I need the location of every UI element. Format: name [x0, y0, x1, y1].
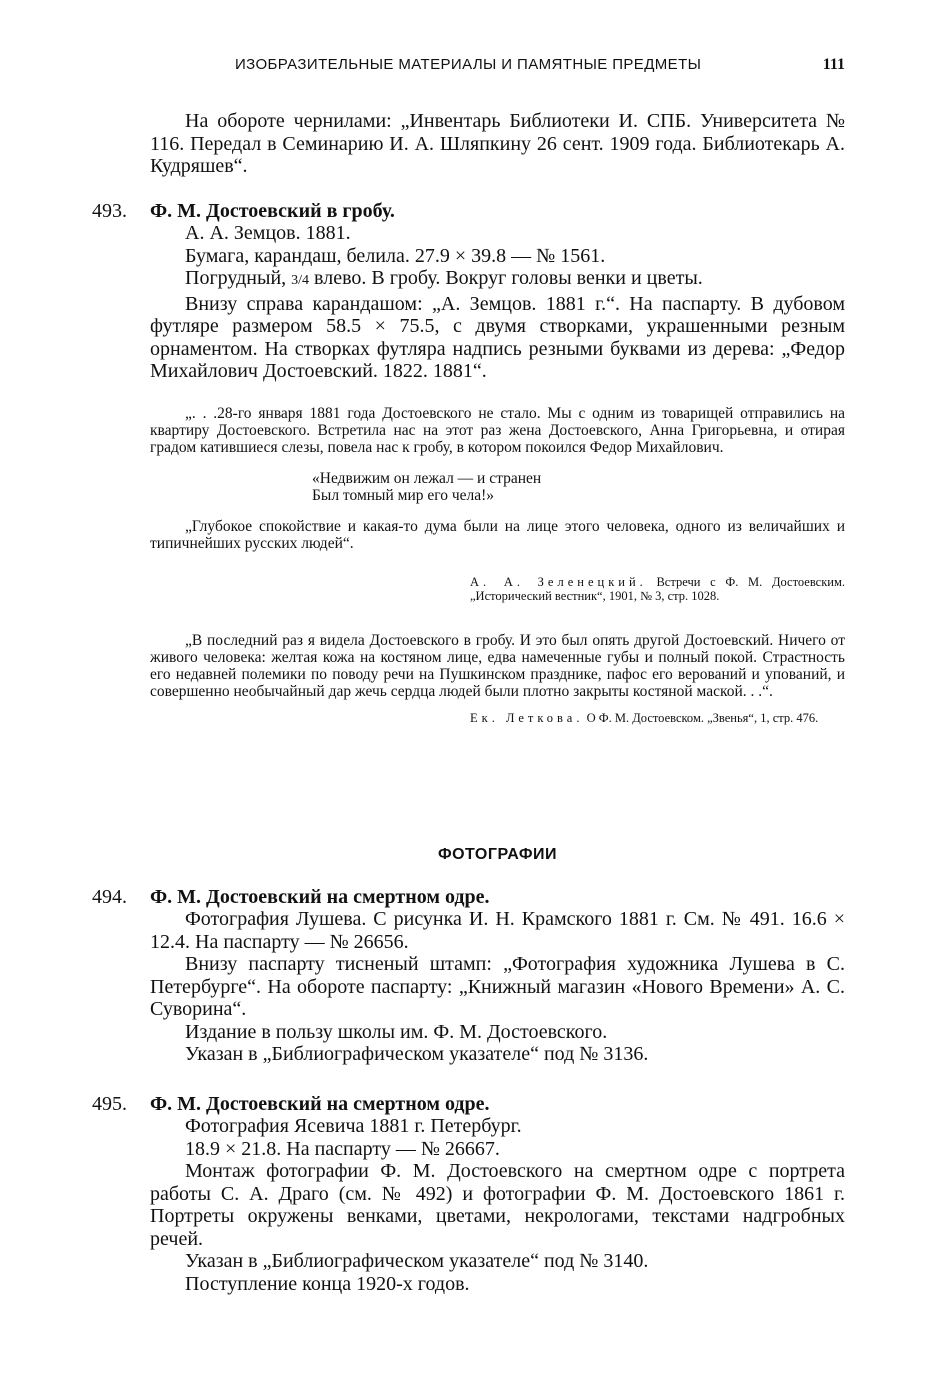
entry-number: 495. — [92, 1093, 127, 1115]
description-end: влево. В гробу. Вокруг головы венки и цветы. — [309, 267, 703, 289]
citation-2-rest: О Ф. М. Достоевском. „Звенья“, 1, стр. 476. — [586, 711, 819, 725]
citation-2 — [470, 712, 845, 726]
entry-line-4: Указан в „Библиографическом указателе“ под № 3140. — [185, 1250, 649, 1272]
entry-note: Внизу справа карандашом: „А. Земцов. 1881 г.“. На паспарту. В дубовом футляре размером 58.5 × 75.5, с двумя створками, украшенными резным орнаментом. На створках футляра надпись резными буквами из дерева: „Федор Михайлович Достоевский. 1822. 1881“. — [150, 292, 845, 382]
entry-line-4: Указан в „Библиографическом указателе“ под № 3136. — [185, 1043, 649, 1065]
intro-block — [150, 110, 845, 178]
entry-line-1: Фотография Лушева. С рисунка И. Н. Крамского 1881 г. См. № 491. 16.6 × 12.4. На паспарту — № 26656. — [150, 908, 845, 953]
entry-description — [150, 267, 845, 293]
entry-line-1: Фотография Ясевича 1881 г. Петербург. — [185, 1115, 522, 1137]
citation-2-author: Ек. Леткова. — [470, 711, 584, 725]
entry-494 — [92, 886, 845, 1066]
entry-line-5: Поступление конца 1920-х годов. — [185, 1272, 470, 1295]
citation-1 — [470, 576, 845, 603]
citation-1-rest: Встречи с Ф. М. Достоевским. „Исторический вестник“, 1901, № 3, стр. 1028. — [470, 575, 846, 603]
fraction: 3/4 — [291, 273, 310, 288]
quote-2: „Глубокое спокойствие и какая-то дума были на лице этого человека, одного из величайших и типичнейших русских людей“. — [150, 517, 845, 552]
entry-493 — [92, 200, 846, 738]
description-start: Погрудный, — [185, 267, 292, 289]
entry-line-2: 18.9 × 21.8. На паспарту — № 26667. — [185, 1137, 500, 1160]
entry-title: Ф. М. Достоевский в гробу. — [150, 200, 395, 222]
running-title: ИЗОБРАЗИТЕЛЬНЫЕ МАТЕРИАЛЫ И ПАМЯТНЫЕ ПРЕДМЕТЫ — [235, 56, 702, 73]
quote-1: „. . .28-го января 1881 года Достоевского не стало. Мы с одним из товарищей отправились на квартиру Достоевского. Встретила нас на этот раз жена Достоевского, Анна Григорьевна, и отирая градом катившиеся слезы, повела нас к гробу, в котором покоился Федор Михайлович. — [150, 404, 845, 456]
verse-line-1: «Недвижим он лежал — и странен — [312, 469, 542, 487]
entry-title: Ф. М. Достоевский на смертном одре. — [150, 886, 490, 908]
entry-materials: Бумага, карандаш, белила. 27.9 × 39.8 — № 1561. — [185, 244, 606, 267]
citation-1-author: А. А. Зеленецкий. — [470, 575, 647, 589]
entry-line-2: Внизу паспарту тисненый штамп: „Фотография художника Лушева в С. Петербурге“. На обороте паспарту: „Книжный магазин «Нового Времени» А. С. Суворина“. — [150, 953, 845, 1020]
entry-number: 494. — [92, 886, 127, 908]
verse-line-2: Был томный мир его чела!» — [312, 486, 495, 504]
entry-line-3: Монтаж фотографии Ф. М. Достоевского на смертном одре с портрета работы С. А. Драго (см. № 492) и фотографии Ф. М. Достоевского 1861 г. Портреты окружены венками, цветами, некрологами, текстами надгробных речей. — [150, 1160, 845, 1250]
quote-3: „В последний раз я видела Достоевского в гробу. И это был опять другой Достоевский. Ничего от живого человека: желтая кожа на костяном лице, едва намеченные губы и полный покой. Страстность его недавней полемики по поводу речи на Пушкинском празднике, пафос его верований и упований, и совершенно необычайный дар жечь сердца людей были плотно закрыты костяной маской. . .“. — [150, 631, 845, 700]
entry-495 — [92, 1093, 845, 1295]
entry-line-3: Издание в пользу школы им. Ф. М. Достоевского. — [185, 1020, 608, 1043]
page-number: 111 — [822, 56, 845, 73]
entry-number: 493. — [92, 200, 127, 222]
intro-text: На обороте чернилами: „Инвентарь Библиотеки И. СПБ. Университета № 116. Передал в Семинарию И. А. Шляпкину 26 сент. 1909 года. Библиотекарь А. Кудряшев“. — [150, 110, 845, 177]
running-head — [150, 56, 845, 78]
section-heading: ФОТОГРАФИИ — [437, 846, 558, 863]
entry-author: А. А. Земцов. 1881. — [185, 222, 351, 244]
entry-title: Ф. М. Достоевский на смертном одре. — [150, 1093, 490, 1115]
